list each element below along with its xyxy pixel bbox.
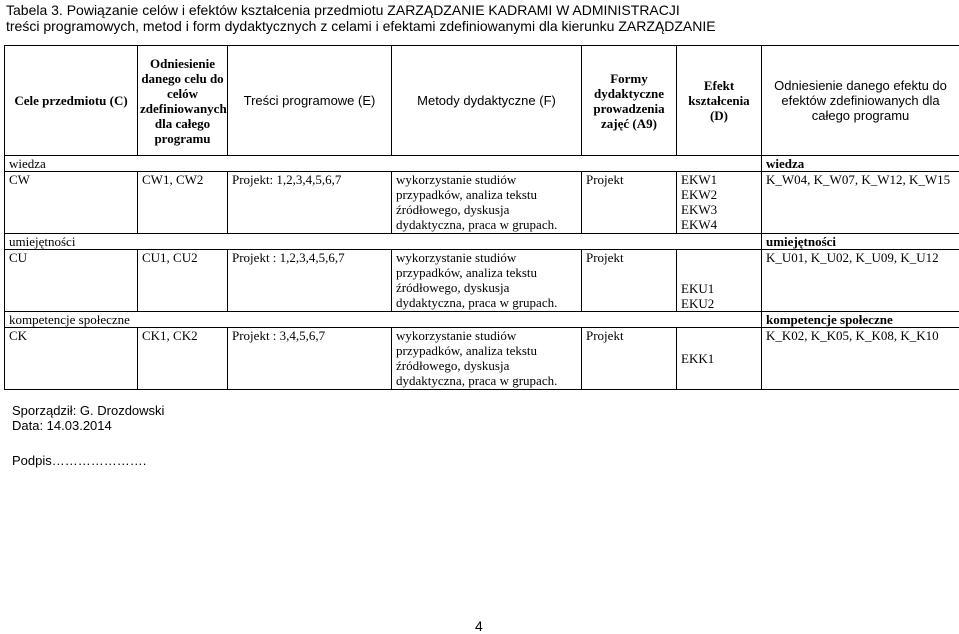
table-caption — [6, 2, 946, 34]
cell-efekt: EKU1 EKU2 — [677, 250, 762, 312]
section-label: kompetencje społeczne — [5, 312, 228, 328]
cell-odniesienie-celu: CW1, CW2 — [138, 172, 228, 234]
cell-formy: Projekt — [582, 250, 677, 312]
cell-odniesienie-efektu: K_U01, K_U02, K_U09, K_U12 — [762, 250, 959, 312]
header-efekt: Efekt kształcenia (D) — [677, 46, 762, 156]
caption-line-2: treści programowych, metod i form dydaktycznych z celami i efektami zdefiniowanymi dla kierunku ZARZĄDZANIE — [6, 18, 946, 34]
date-line: Data: 14.03.2014 — [12, 418, 112, 433]
header-odniesienie-celu: Odniesienie danego celu do celów zdefiniowanych dla całego programu — [138, 46, 228, 156]
section-sublabel: kompetencje społeczne — [762, 312, 959, 328]
header-formy: Formy dydaktyczne prowadzenia zajęć (A9) — [582, 46, 677, 156]
cell-metody: wykorzystanie studiów przypadków, analiza tekstu źródłowego, dyskusja dydaktyczna, praca w grupach. — [392, 328, 582, 390]
cell-odniesienie-celu: CK1, CK2 — [138, 328, 228, 390]
caption-line-1: Tabela 3. Powiązanie celów i efektów kształcenia przedmiotu ZARZĄDZANIE KADRAMI W ADMINISTRACJI — [6, 2, 946, 18]
cell-metody: wykorzystanie studiów przypadków, analiza tekstu źródłowego, dyskusja dydaktyczna, praca w grupach. — [392, 250, 582, 312]
section-label: wiedza — [5, 156, 228, 172]
cell-odniesienie-efektu: K_K02, K_K05, K_K08, K_K10 — [762, 328, 959, 390]
section-sublabel: wiedza — [762, 156, 959, 172]
cell-metody: wykorzystanie studiów przypadków, analiza tekstu źródłowego, dyskusja dydaktyczna, praca w grupach. — [392, 172, 582, 234]
signature-line: Podpis…………………. — [12, 453, 146, 468]
cell-tresci: Projekt : 3,4,5,6,7 — [228, 328, 392, 390]
cell-cel: CW — [5, 172, 138, 234]
cell-tresci: Projekt : 1,2,3,4,5,6,7 — [228, 250, 392, 312]
cell-odniesienie-celu: CU1, CU2 — [138, 250, 228, 312]
header-metody: Metody dydaktyczne (F) — [392, 46, 582, 156]
table-row — [5, 250, 959, 312]
cell-tresci: Projekt: 1,2,3,4,5,6,7 — [228, 172, 392, 234]
section-row-kompetencje — [5, 312, 959, 328]
section-row-umiejetnosci — [5, 234, 959, 250]
section-sublabel: umiejętności — [762, 234, 959, 250]
table-row — [5, 328, 959, 390]
relations-table — [4, 45, 959, 390]
header-cele: Cele przedmiotu (C) — [5, 46, 138, 156]
cell-formy: Projekt — [582, 172, 677, 234]
cell-efekt: EKK1 — [677, 328, 762, 390]
page-number: 4 — [475, 618, 483, 634]
cell-efekt: EKW1 EKW2 EKW3 EKW4 — [677, 172, 762, 234]
header-row — [5, 46, 959, 156]
section-row-wiedza — [5, 156, 959, 172]
cell-cel: CK — [5, 328, 138, 390]
cell-cel: CU — [5, 250, 138, 312]
header-odniesienie-efektu: Odniesienie danego efektu do efektów zdefiniowanych dla całego programu — [762, 46, 959, 156]
section-label: umiejętności — [5, 234, 228, 250]
header-tresci: Treści programowe (E) — [228, 46, 392, 156]
table-row — [5, 172, 959, 234]
cell-formy: Projekt — [582, 328, 677, 390]
author-line: Sporządził: G. Drozdowski — [12, 403, 164, 418]
cell-odniesienie-efektu: K_W04, K_W07, K_W12, K_W15 — [762, 172, 959, 234]
